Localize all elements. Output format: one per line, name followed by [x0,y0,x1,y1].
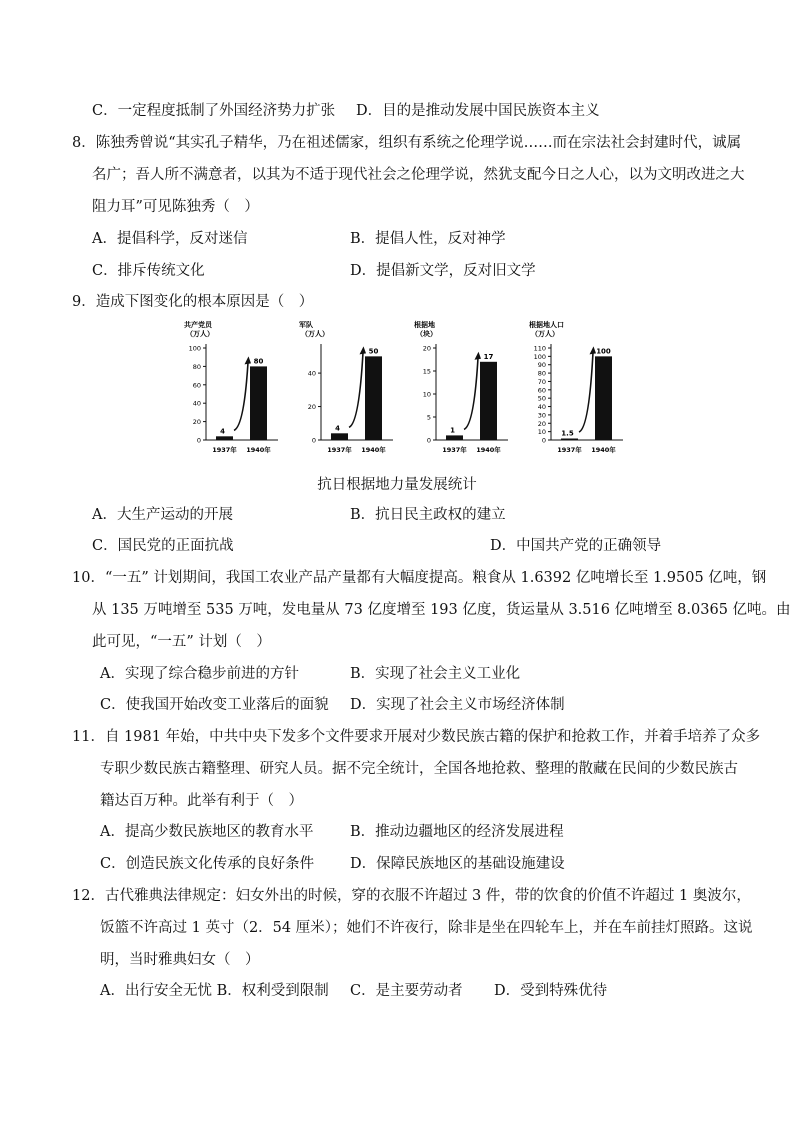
q7-option-d: D．目的是推动发展中国民族资本主义 [356,103,600,119]
chart-y-tick-label: 20 [422,344,431,353]
chart-y-tick-label: 0 [196,436,201,445]
q10-stem-line1: 10．“一五” 计划期间，我国工农业产品产量都有大幅度提高。粮食从 1.6392 亿吨增长至 1.9505 亿吨，钢 [72,570,767,586]
q12-option-c: C．是主要劳动者 [350,983,463,999]
chart-y-tick-label: 110 [533,344,546,353]
chart-title-unit: （万人） [301,330,329,338]
chart-panel-4 [529,320,623,454]
chart-y-tick-label: 20 [537,419,546,428]
chart-y-tick-label: 100 [188,344,201,353]
chart-y-tick-label: 40 [307,369,316,378]
chart-y-tick-label: 60 [537,386,546,395]
chart-title-unit: （万人） [186,330,214,338]
q12-stem-line2: 饭篮不许高过 1 英寸（2．54 厘米）；她们不许夜行，除非是坐在四轮车上，并在车前挂灯照路。这说 [100,920,753,936]
chart-y-tick-label: 80 [537,369,546,378]
chart-title-unit: （块） [416,330,437,338]
q10-option-d: D．实现了社会主义市场经济体制 [350,697,565,713]
chart-y-tick-label: 80 [192,362,201,371]
q8-stem-line3: 阻力耳”可见陈独秀（ ） [92,199,259,215]
chart-y-tick-label: 40 [537,403,546,412]
chart-arrow-head [475,352,482,360]
chart-y-tick-label: 60 [192,381,201,390]
chart-title-name: 军队 [299,321,313,329]
chart-value-label: 100 [596,347,611,356]
chart-bar [446,435,463,440]
chart-bar [250,366,267,440]
q9-option-d: D．中国共产党的正确领导 [490,538,662,554]
chart-category-label: 1937年 [212,446,237,454]
chart-value-label: 4 [220,427,225,436]
chart-growth-arrow [349,352,363,427]
chart-growth-arrow [234,362,248,430]
q8-option-a: A．提倡科学，反对迷信 [92,231,248,247]
chart-panel-2 [299,320,393,454]
chart-y-tick-label: 40 [192,399,201,408]
chart-y-tick-label: 90 [537,361,546,370]
chart-category-label: 1940年 [476,446,501,454]
chart-arrow-head [245,356,252,364]
q10-option-a: A．实现了综合稳步前进的方针 [100,666,299,682]
chart-bar [365,356,382,440]
q10-stem-line3: 此可见，“一五” 计划（ ） [92,634,271,650]
q11-option-d: D．保障民族地区的基础设施建设 [350,856,565,872]
q12-stem-line1: 12．古代雅典法律规定：妇女外出的时候，穿的衣服不许超过 3 件，带的饮食的价值不许超过 1 奥波尔， [72,888,751,904]
q11-option-a: A．提高少数民族地区的教育水平 [100,824,314,840]
chart-growth-arrow [579,352,593,432]
chart-category-label: 1940年 [246,446,271,454]
q11-stem-line3: 籍达百万种。此举有利于（ ） [100,793,303,809]
q8-stem-line1: 8．陈独秀曾说“其实孔子精华，乃在祖述儒家，组织有系统之伦理学说……而在宗法社会封建时代，诚属 [72,135,742,151]
q8-option-c: C．排斥传统文化 [92,263,205,279]
chart-y-tick-label: 10 [422,390,431,399]
chart-title-name: 根据地 [414,321,435,329]
chart-title-unit: （万人） [531,330,559,338]
chart-panel-3 [414,320,508,454]
chart-category-label: 1937年 [327,446,352,454]
chart-y-tick-label: 15 [422,367,431,376]
q11-stem-line1: 11．自 1981 年始，中共中央下发多个文件要求开展对少数民族古籍的保护和抢救工作，并着手培养了众多 [72,729,761,745]
q8-option-b: B．提倡人性，反对神学 [350,231,506,247]
chart-value-label: 17 [483,352,494,361]
q11-option-b: B．推动边疆地区的经济发展进程 [350,824,564,840]
q10-stem-line2: 从 135 万吨增至 535 万吨，发电量从 73 亿度增至 193 亿度，货运量从 3.516 亿吨增至 8.0365 亿吨。由 [92,602,791,618]
chart-y-tick-label: 0 [426,436,431,445]
q10-option-b: B．实现了社会主义工业化 [350,666,521,682]
chart-category-label: 1940年 [591,446,616,454]
chart-y-tick-label: 0 [541,436,546,445]
q8-stem-line2: 名广；吾人所不满意者，以其为不适于现代社会之伦理学说，然犹支配今日之人心，以为文明改进之大 [92,167,745,183]
chart-bar [595,356,612,440]
chart-bar [216,436,233,440]
chart-category-label: 1937年 [442,446,467,454]
chart-y-tick-label: 100 [533,352,546,361]
chart-value-label: 1 [450,426,455,435]
q12-option-d: D．受到特殊优待 [494,983,608,999]
chart-bar [331,433,348,440]
q9-option-c: C．国民党的正面抗战 [92,538,234,554]
chart-value-label: 50 [368,347,379,356]
chart-arrow-head [360,346,367,354]
chart-value-label: 1.5 [561,429,574,438]
q9-stem: 9．造成下图变化的根本原因是（ ） [72,294,314,310]
q9-option-a: A．大生产运动的开展 [92,507,233,523]
chart-y-tick-label: 20 [307,403,316,412]
chart-growth-arrow [464,358,478,430]
chart-category-label: 1937年 [557,446,582,454]
chart-y-tick-label: 30 [537,411,546,420]
q7-option-c: C．一定程度抵制了外国经济势力扩张 [92,103,336,119]
chart-y-tick-label: 50 [537,394,546,403]
chart-y-tick-label: 0 [311,436,316,445]
q9-chart-caption: 抗日根据地力量发展统计 [317,477,477,493]
chart-value-label: 4 [335,424,340,433]
q12-stem-line3: 明，当时雅典妇女（ ） [100,952,260,968]
chart-panel-1 [184,320,278,454]
q9-option-b: B．抗日民主政权的建立 [350,507,506,523]
chart-y-tick-label: 70 [537,377,546,386]
chart-y-tick-label: 10 [537,428,546,437]
chart-title-name: 共产党员 [184,321,212,329]
chart-y-tick-label: 20 [192,418,201,427]
q11-stem-line2: 专职少数民族古籍整理、研究人员。据不完全统计，全国各地抢救、整理的散藏在民间的少数民族古 [100,761,738,777]
chart-y-tick-label: 5 [426,413,431,422]
chart-bar [480,362,497,440]
chart-category-label: 1940年 [361,446,386,454]
q10-option-c: C．使我国开始改变工业落后的面貌 [100,697,329,713]
q12-option-ab: A．出行安全无忧 B．权利受到限制 [100,983,329,999]
q11-option-c: C．创造民族文化传承的良好条件 [100,856,315,872]
q8-option-d: D．提倡新文学，反对旧文学 [350,263,536,279]
chart-title-name: 根据地人口 [529,321,564,329]
chart-value-label: 80 [253,357,264,366]
chart-arrow-head [590,346,597,354]
chart-bar [561,439,578,441]
q9-bar-charts [170,318,630,463]
